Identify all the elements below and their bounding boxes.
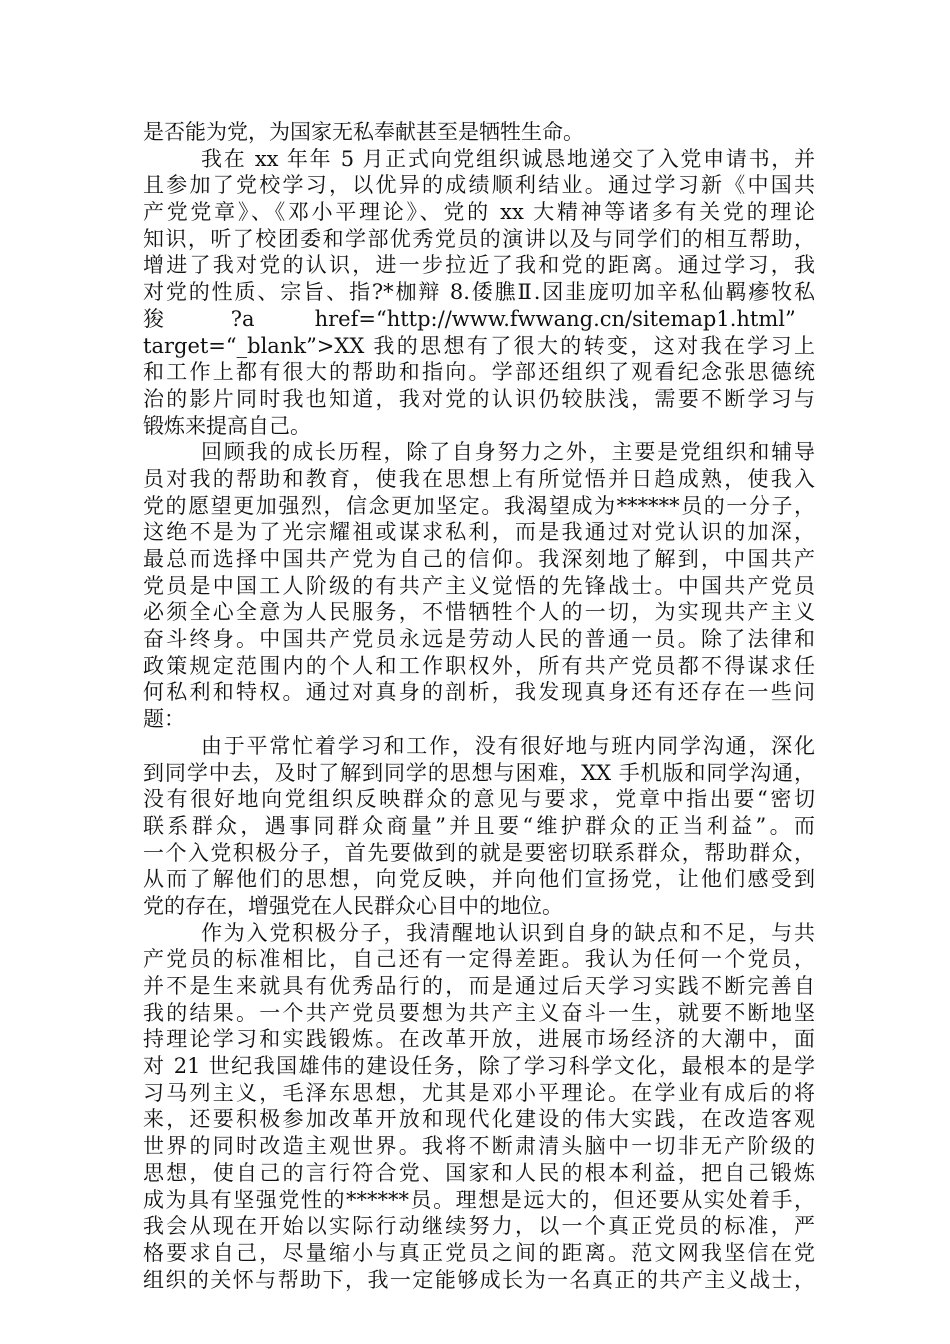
text-line: 党的愿望更加强烈，信念更加坚定。我渴望成为******员的一分子， [143,493,815,518]
text-line: 我的结果。一个共产党员要想为共产主义奋斗一生，就要不断地坚 [143,1000,815,1025]
text-line: 世界的同时改造主观世界。我将不断肃清头脑中一切非无产阶级的 [143,1134,815,1159]
text-line: 是否能为党，为国家无私奉献甚至是牺牲生命。 [143,120,584,144]
text-line: 员对我的帮助和教育，使我在思想上有所觉悟并日趋成熟，使我入 [143,466,815,491]
text-line: 产党党章》、《邓小平理论》、党的 xx 大精神等诸多有关党的理论 [143,200,815,225]
text-line: 一个入党积极分子，首先要做到的就是要密切联系群众，帮助群众， [143,840,815,865]
text-line: 来，还要积极参加改革开放和现代化建设的伟大实践，在改造客观 [143,1107,815,1132]
text-line: 组织的关怀与帮助下，我一定能够成长为一名真正的共产主义战士， [143,1267,815,1292]
text-line: 必须全心全意为人民服务，不惜牺牲个人的一切，为实现共产主义 [143,600,815,625]
text-line: 习马列主义，毛泽东思想，尤其是邓小平理论。在学业有成后的将 [143,1080,815,1105]
text-line: 和工作上都有很大的帮助和指向。学部还组织了观看纪念张思德统 [143,360,815,385]
paragraph-start-line: 我在 xx 年年 5 月正式向党组织诚恳地递交了入党申请书，并 [201,146,815,171]
text-line: 最总而选择中国共产党为自己的信仰。我深刻地了解到，中国共产 [143,547,815,571]
text-line: 政策规定范围内的个人和工作职权外，所有共产党员都不得谋求任 [143,653,815,678]
text-line: 成为具有坚强党性的******员。理想是远大的，但还要从实处着手， [143,1187,815,1212]
text-line: 没有很好地向党组织反映群众的意见与要求，党章中指出要“密切 [143,787,815,812]
paragraph-start-line: 作为入党积极分子，我清醒地认识到自身的缺点和不足，与共 [201,920,815,945]
text-line: 狻 ?a href=“http://www.fwwang.cn/sitemap1.html” [143,306,796,331]
text-line: 并不是生来就具有优秀品行的，而是通过后天学习实践不断完善自 [143,974,815,998]
text-line: 党的存在，增强党在人民群众心目中的地位。 [143,893,563,918]
document-body [143,119,815,1293]
text-line: 产党员的标准相比，自己还有一定得差距。我认为任何一个党员， [143,947,815,972]
text-line: 知识，听了校团委和学部优秀党员的演讲以及与同学们的相互帮助， [143,226,815,251]
text-line: 治的影片同时我也知道，我对党的认识仍较肤浅，需要不断学习与 [143,386,815,411]
text-line: 且参加了党校学习，以优异的成绩顺利结业。通过学习新《中国共 [143,173,815,198]
text-line: 思想，使自己的言行符合党、国家和人民的根本利益，把自己锻炼 [143,1160,815,1185]
text-line: 题： [143,707,185,732]
text-line: 党员是中国工人阶级的有共产主义觉悟的先锋战士。中国共产党员 [143,573,815,598]
text-line: 联系群众，遇事同群众商量”并且要“维护群众的正当利益”。而 [143,813,815,838]
text-line: 我会从现在开始以实际行动继续努力，以一个真正党员的标准，严 [143,1214,815,1239]
text-line: 锻炼来提高自己。 [143,413,311,438]
text-line: 这绝不是为了光宗耀祖或谋求私利，而是我通过对党认识的加深， [143,520,815,545]
text-line: 持理论学习和实践锻炼。在改革开放，进展市场经济的大潮中，面 [143,1027,815,1052]
text-line: 何私利和特权。通过对真身的剖析，我发现真身还有还存在一些问 [143,680,815,705]
text-line: 格要求自己，尽量缩小与真正党员之间的距离。范文网我坚信在党 [143,1240,815,1265]
text-line: 从而了解他们的思想，向党反映，并向他们宣扬党，让他们感受到 [143,867,815,892]
text-line: target=“_blank”>XX 我的思想有了很大的转变，这对我在学习上 [143,333,815,358]
text-line: 对党的性质、宗旨、指?*枷辩 8.倭膲Ⅱ.㘝韭庞叨加辛私仙羁瘮牧私 [143,280,815,305]
text-line: 对 21 世纪我国雄伟的建设任务，除了学习科学文化，最根本的是学 [143,1054,815,1079]
paragraph-start-line: 由于平常忙着学习和工作，没有很好地与班内同学沟通，深化 [201,733,815,758]
text-line: 到同学中去，及时了解到同学的思想与困难，XX 手机版和同学沟通， [143,760,815,785]
paragraph-start-line: 回顾我的成长历程，除了自身努力之外，主要是党组织和辅导 [201,440,815,465]
text-line: 奋斗终身。中国共产党员永远是劳动人民的普通一员。除了法律和 [143,627,815,652]
text-line: 增进了我对党的认识，进一步拉近了我和党的距离。通过学习，我 [143,253,815,278]
